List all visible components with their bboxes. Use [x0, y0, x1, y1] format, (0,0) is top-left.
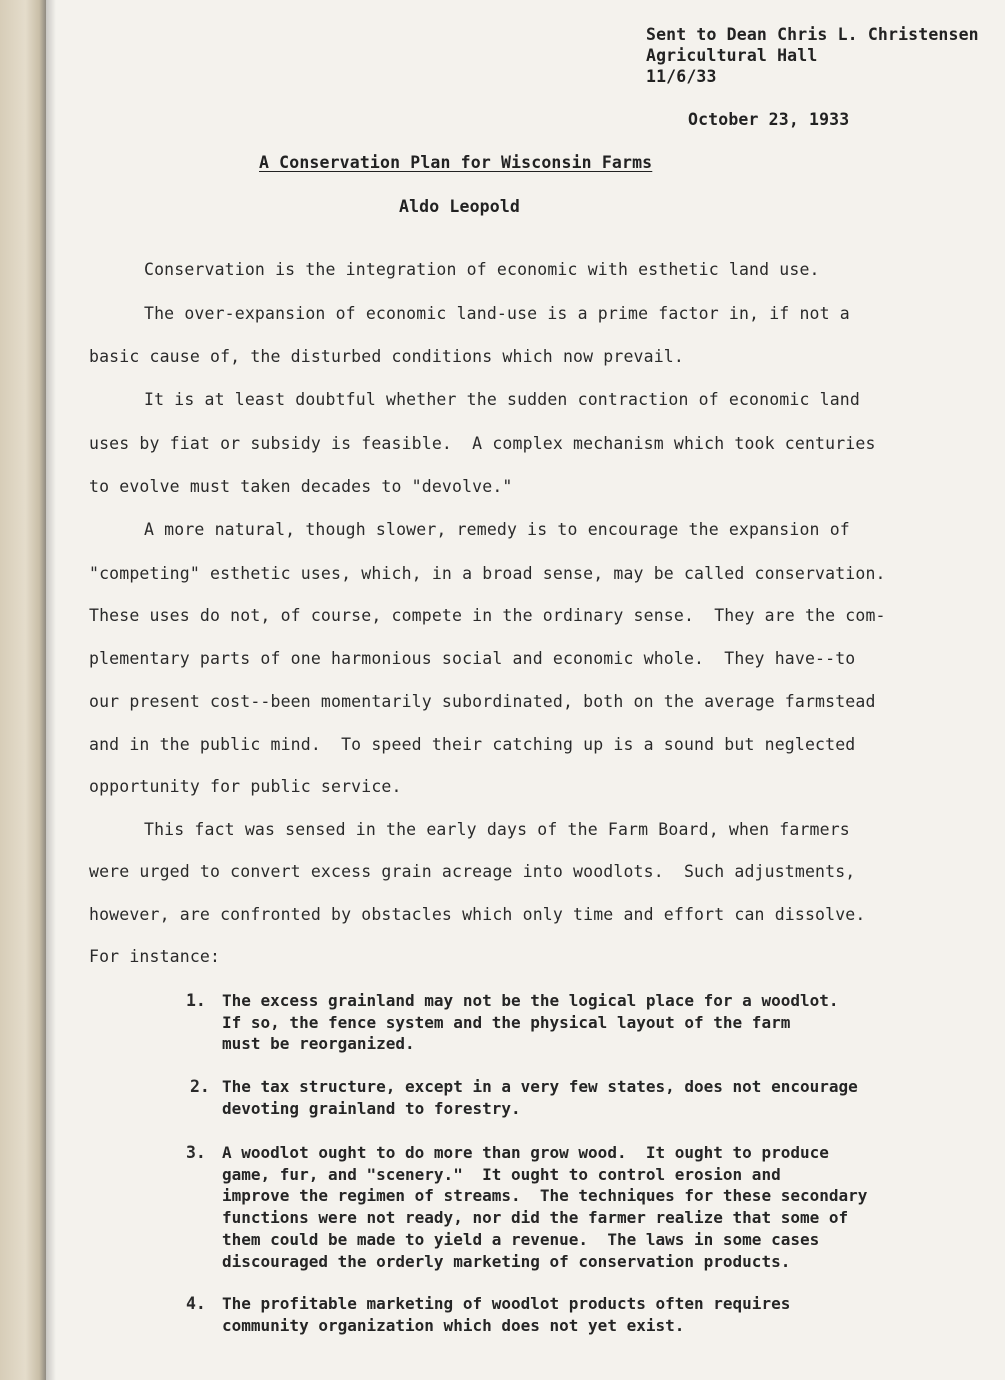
body-line: "competing" esthetic uses, which, in a broad sense, may be called conservation. — [89, 564, 886, 583]
body-line: This fact was sensed in the early days of the Farm Board, when farmers — [144, 820, 850, 839]
author-name: Aldo Leopold — [399, 197, 521, 216]
list-item-line: game, fur, and "scenery." It ought to control erosion and — [222, 1164, 781, 1184]
sent-to-line: Sent to Dean Chris L. Christensen — [646, 25, 979, 44]
list-item-number: 2. — [190, 1077, 210, 1096]
list-item-line: The excess grainland may not be the logical place for a woodlot. — [222, 991, 839, 1010]
list-item-line: The profitable marketing of woodlot products often requires — [222, 1294, 791, 1313]
body-line: uses by fiat or subsidy is feasible. A complex mechanism which took centuries — [89, 434, 876, 453]
document-title: A Conservation Plan for Wisconsin Farms — [259, 153, 653, 172]
body-line: The over-expansion of economic land-use is a prime factor in, if not a — [144, 304, 850, 323]
binding-edge — [0, 0, 46, 1380]
list-item-number: 4. — [186, 1294, 206, 1313]
list-item-line: must be reorganized. — [222, 1034, 415, 1054]
list-item-line: community organization which does not yet exist. — [222, 1315, 685, 1335]
body-line: These uses do not, of course, compete in the ordinary sense. They are the com- — [89, 606, 886, 625]
document-date: October 23, 1933 — [688, 110, 850, 129]
body-line: plementary parts of one harmonious social and economic whole. They have--to — [89, 649, 856, 668]
body-line: It is at least doubtful whether the sudden contraction of economic land — [144, 390, 860, 409]
list-item-number: 3. — [186, 1143, 206, 1162]
list-item-line: The tax structure, except in a very few states, does not encourage — [222, 1077, 858, 1096]
sent-date: 11/6/33 — [646, 67, 717, 86]
list-item-line: improve the regimen of streams. The techniques for these secondary — [222, 1186, 868, 1206]
body-line: were urged to convert excess grain acreage into woodlots. Such adjustments, — [89, 862, 856, 881]
list-item-line: discouraged the orderly marketing of conservation products. — [222, 1251, 791, 1271]
body-line: For instance: — [89, 947, 221, 966]
body-line: and in the public mind. To speed their catching up is a sound but neglected — [89, 735, 856, 754]
body-line: however, are confronted by obstacles which only time and effort can dissolve. — [89, 905, 866, 924]
list-item-number: 1. — [186, 991, 206, 1010]
body-line: to evolve must taken decades to "devolve." — [89, 477, 513, 496]
list-item-line: them could be made to yield a revenue. The laws in some cases — [222, 1229, 820, 1249]
list-item-line: A woodlot ought to do more than grow wood. It ought to produce — [222, 1143, 829, 1162]
binding-shadow — [46, 0, 56, 1380]
body-line: A more natural, though slower, remedy is to encourage the expansion of — [144, 520, 850, 539]
body-line: basic cause of, the disturbed conditions which now prevail. — [89, 347, 684, 366]
address-line: Agricultural Hall — [646, 46, 818, 65]
body-line: our present cost--been momentarily subordinated, both on the average farmstead — [89, 692, 876, 711]
list-item-line: devoting grainland to forestry. — [222, 1098, 521, 1118]
body-line: opportunity for public service. — [89, 777, 402, 796]
body-line: Conservation is the integration of economic with esthetic land use. — [144, 260, 820, 279]
list-item-line: functions were not ready, nor did the farmer realize that some of — [222, 1208, 849, 1228]
list-item-line: If so, the fence system and the physical layout of the farm — [222, 1012, 791, 1032]
